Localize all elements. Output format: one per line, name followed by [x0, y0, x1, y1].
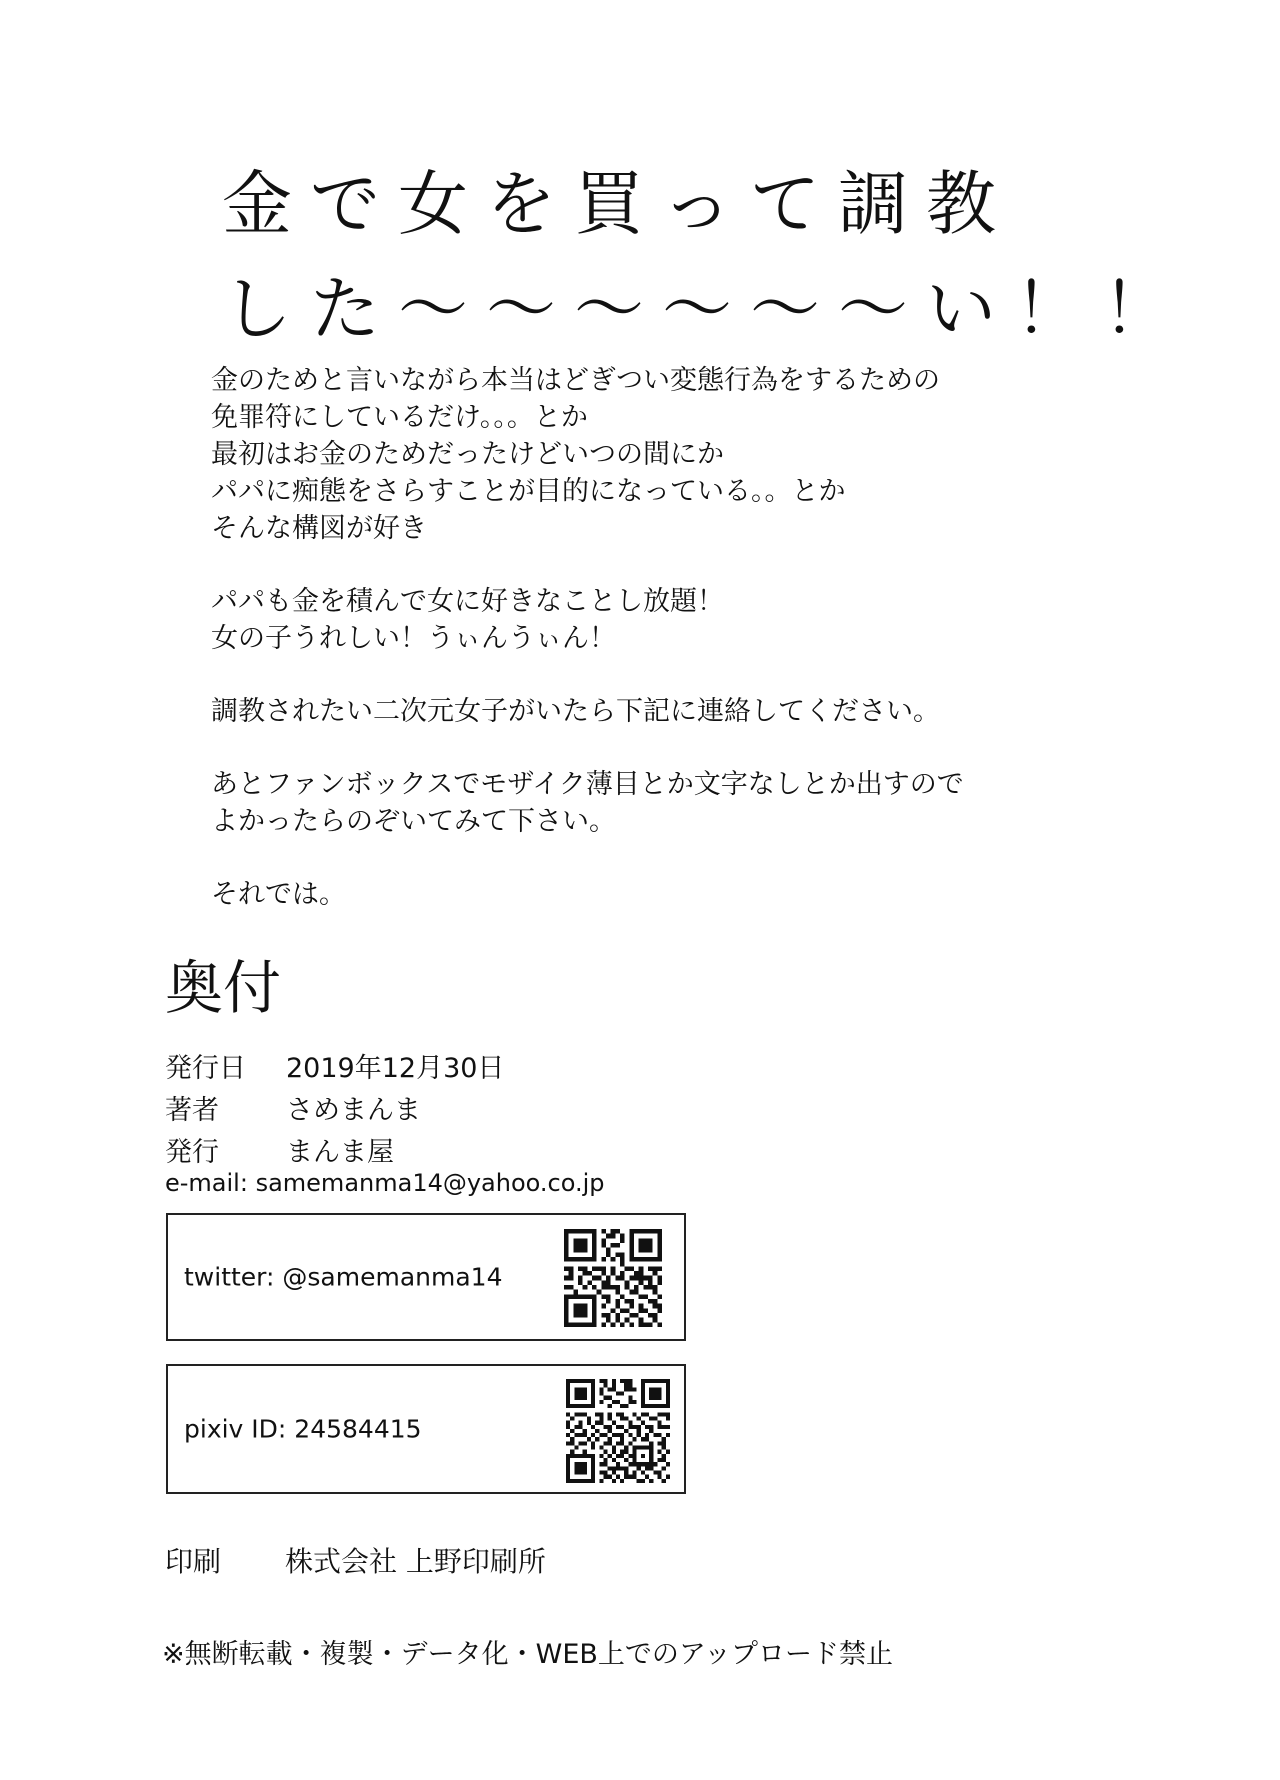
twitter-handle[interactable]: twitter: @samemanma14 [184, 1262, 503, 1292]
message-line: 最初はお金のためだったけどいつの間にか [211, 439, 724, 470]
qr-code-icon[interactable] [564, 1229, 662, 1327]
afterword-paragraph-2 [211, 583, 1211, 657]
colophon-title: 奥付 [165, 954, 282, 1022]
headline [222, 152, 1190, 362]
pixiv-box [166, 1364, 686, 1494]
afterword-paragraph-1 [211, 362, 1211, 547]
publisher-value: まんま屋 [286, 1137, 394, 1168]
printer-label: 印刷 [165, 1545, 222, 1578]
message-line: パパも金を積んで女に好きなことし放題！ [211, 586, 724, 617]
afterword-paragraph-4 [211, 766, 1211, 840]
email-link[interactable]: samemanma14@yahoo.co.jp [255, 1169, 605, 1197]
pixiv-id[interactable]: pixiv ID: 24584415 [184, 1414, 422, 1444]
message-line: 女の子うれしい！うぃんうぃん！ [211, 623, 616, 654]
author-value: さめまんま [286, 1095, 421, 1126]
author-row [165, 1090, 504, 1132]
afterword-message [211, 362, 1211, 949]
publish-date-label: 発行日 [165, 1053, 246, 1084]
headline-line-2: した〜〜〜〜〜〜い！！ [222, 268, 1190, 350]
message-line: そんな構図が好き [211, 513, 427, 544]
message-line: パパに痴態をさらすことが目的になっている。。とか [211, 476, 846, 507]
afterword-paragraph-5 [211, 876, 1211, 913]
headline-line-1: 金で女を買って調教 [222, 163, 1014, 245]
message-line: よかったらのぞいてみて下さい。 [211, 806, 616, 837]
message-line: それでは。 [211, 879, 346, 910]
printer-name: 株式会社 上野印刷所 [285, 1545, 546, 1578]
email-line [165, 1165, 605, 1201]
publish-date-value: 2019年12月30日 [286, 1053, 505, 1084]
message-line: あとファンボックスでモザイク薄目とか文字なしとか出すので [211, 769, 964, 800]
colophon-info [165, 1048, 504, 1174]
message-line: 調教されたい二次元女子がいたら下記に連絡してください。 [211, 696, 940, 727]
message-line: 金のためと言いながら本当はどぎつい変態行為をするための [211, 365, 940, 396]
afterword-paragraph-3 [211, 693, 1211, 730]
twitter-box [166, 1213, 686, 1341]
author-label: 著者 [165, 1095, 219, 1126]
qr-code-icon[interactable] [566, 1379, 670, 1483]
printer-row [165, 1542, 546, 1582]
email-label: e-mail: [165, 1169, 248, 1197]
publish-date-row [165, 1048, 504, 1090]
publisher-label: 発行 [165, 1137, 219, 1168]
message-line: 免罪符にしているだけ。。。とか [211, 402, 588, 433]
copyright-notice: ※無断転載・複製・データ化・WEB上でのアップロード禁止 [162, 1639, 894, 1670]
